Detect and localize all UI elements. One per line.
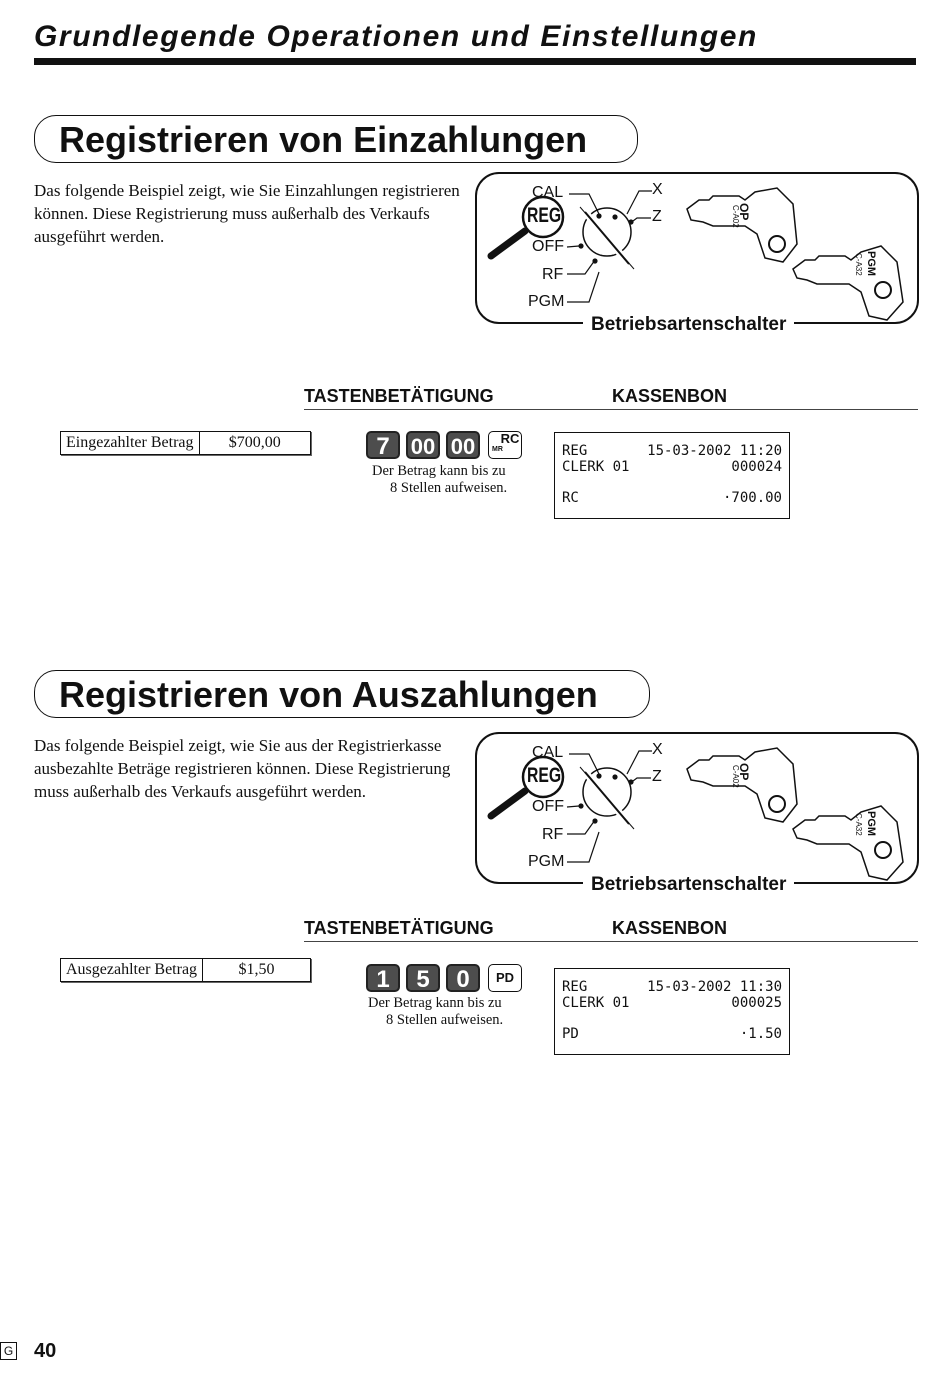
pgm-key-code: C-A32 (854, 253, 863, 276)
pgm-key-label: PGM (865, 251, 877, 277)
pd-key: PD (488, 964, 522, 992)
position-z: Z (652, 768, 662, 785)
position-z: Z (652, 208, 662, 225)
column-rule (304, 941, 918, 942)
position-cal: CAL (532, 744, 564, 761)
column-header-keys: TASTENBETÄTIGUNG (304, 918, 494, 938)
rc-key-label: RC (500, 431, 520, 446)
receipt-line: REG 15-03-2002 11:30 (562, 979, 782, 995)
key-7: 7 (366, 431, 400, 459)
position-x: X (652, 741, 663, 758)
amount-note (368, 995, 503, 1029)
magnifier-handle (491, 791, 525, 816)
key-5: 5 (406, 964, 440, 992)
amount-table (60, 431, 311, 455)
pgm-key-label: PGM (865, 811, 877, 837)
column-header-receipt: KASSENBON (612, 918, 728, 938)
key-0: 0 (446, 964, 480, 992)
position-pgm: PGM (528, 293, 565, 310)
section-title-deposits: Registrieren von Einzahlungen (34, 115, 638, 163)
mode-switch-caption: Betriebsartenschalter (583, 874, 794, 896)
amount-table (60, 958, 311, 982)
amount-value: $1,50 (238, 961, 275, 978)
receipt (554, 968, 790, 1055)
magnifier-handle (491, 231, 525, 256)
note-line: 8 Stellen aufweisen. (390, 480, 508, 496)
section-description: Das folgende Beispiel zeigt, wie Sie aus der Registrierkasse ausbezahlte Beträge registrieren können. Diese Registrierung muss außerhalb des Verkaufs ausgeführt werden. (34, 736, 451, 801)
page-number: 40 (34, 1340, 57, 1362)
column-header-receipt: KASSENBON (612, 386, 728, 406)
column-rule (304, 409, 918, 410)
op-key-label: OP (737, 203, 751, 221)
amount-label: Ausgezahlter Betrag (61, 959, 203, 981)
key-00: 00 (446, 431, 480, 459)
page-header-title: Grundlegende Operationen und Einstellungen (34, 20, 758, 53)
key-00: 00 (406, 431, 440, 459)
rc-key-sublabel: MR (492, 446, 503, 453)
header-rule (34, 58, 916, 65)
receipt-line: CLERK 01 000024 (562, 459, 782, 475)
language-marker: G (0, 1342, 17, 1360)
section-description: Das folgende Beispiel zeigt, wie Sie Einzahlungen registrieren können. Diese Registrierung muss außerhalb des Verkaufs ausgeführt werden. (34, 181, 460, 246)
receipt-total-line: PD ·1.50 (562, 1026, 782, 1042)
column-header-keys: TASTENBETÄTIGUNG (304, 386, 494, 406)
amount-label: Eingezahlter Betrag (61, 432, 200, 454)
position-pgm: PGM (528, 853, 565, 870)
receipt-total-line: RC ·700.00 (562, 490, 782, 506)
section-title-payouts: Registrieren von Auszahlungen (34, 670, 650, 718)
position-off: OFF (532, 798, 564, 815)
op-key-code: C-A02 (731, 205, 740, 228)
note-line: 8 Stellen aufweisen. (386, 1012, 504, 1028)
rc-key (488, 431, 522, 459)
note-line: Der Betrag kann bis zu (368, 995, 502, 1011)
receipt (554, 432, 790, 519)
position-x: X (652, 181, 663, 198)
op-key-code: C-A02 (731, 765, 740, 788)
amount-value: $700,00 (228, 434, 281, 451)
op-key-label: OP (737, 763, 751, 781)
amount-note (372, 463, 507, 497)
mode-switch-figure (475, 732, 919, 895)
note-line: Der Betrag kann bis zu (372, 463, 506, 479)
position-off: OFF (532, 238, 564, 255)
key-1: 1 (366, 964, 400, 992)
mode-switch-figure (475, 172, 919, 335)
position-cal: CAL (532, 184, 564, 201)
position-reg: REG (527, 764, 562, 787)
receipt-line: CLERK 01 000025 (562, 995, 782, 1011)
position-rf: RF (542, 266, 564, 283)
pgm-key-code: C-A32 (854, 813, 863, 836)
mode-switch-caption: Betriebsartenschalter (583, 314, 794, 336)
position-reg: REG (527, 204, 562, 227)
receipt-line: REG 15-03-2002 11:20 (562, 443, 782, 459)
position-rf: RF (542, 826, 564, 843)
